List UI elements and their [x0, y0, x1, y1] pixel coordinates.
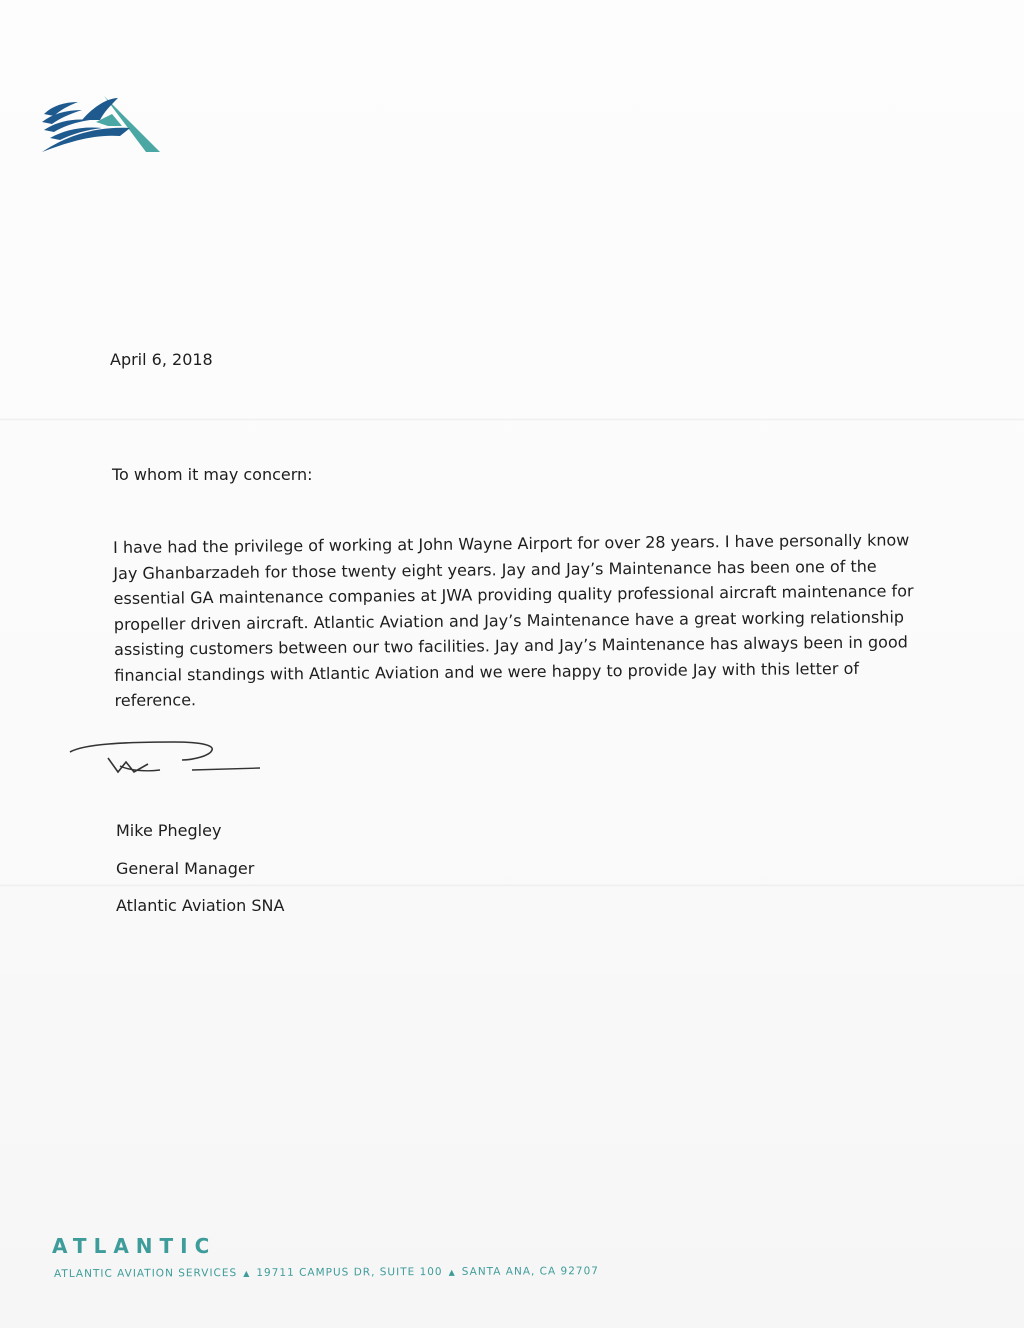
triangle-separator-icon: ▲ [448, 1267, 456, 1277]
paper-fold-line [0, 418, 1024, 421]
signatory-company: Atlantic Aviation SNA [116, 896, 285, 915]
signatory-title: General Manager [116, 859, 255, 878]
letter-salutation: To whom it may concern: [112, 465, 313, 484]
letter-body-paragraph: I have had the privilege of working at John Wayne Airport for over 28 years. I have personally know Jay Ghanbarzadeh for those twenty eight years. Jay and Jay’s Maintenance has been one of the essential GA maintenance companies at JWA providing quality professional aircraft maintenance for propeller driven aircraft. Atlantic Aviation and Jay’s Maintenance have a great working relationship assisting customers between our two facilities. Jay and Jay’s Maintenance has always been in good financial standings with Atlantic Aviation and we were happy to provide Jay with this letter of reference. [113, 530, 914, 710]
footer-company-name: ATLANTIC AVIATION SERVICES [54, 1267, 238, 1280]
footer-atlantic-wordmark: ATLANTIC [52, 1234, 217, 1258]
atlantic-eagle-logo-icon [38, 92, 164, 156]
footer-city: SANTA ANA, CA 92707 [461, 1265, 599, 1278]
triangle-separator-icon: ▲ [243, 1268, 251, 1279]
paper-fold-line [0, 884, 1024, 887]
footer-street: 19711 CAMPUS DR, SUITE 100 [256, 1265, 443, 1279]
handwritten-signature-icon [64, 736, 264, 784]
letter-date: April 6, 2018 [110, 350, 213, 369]
signatory-name: Mike Phegley [116, 821, 222, 840]
